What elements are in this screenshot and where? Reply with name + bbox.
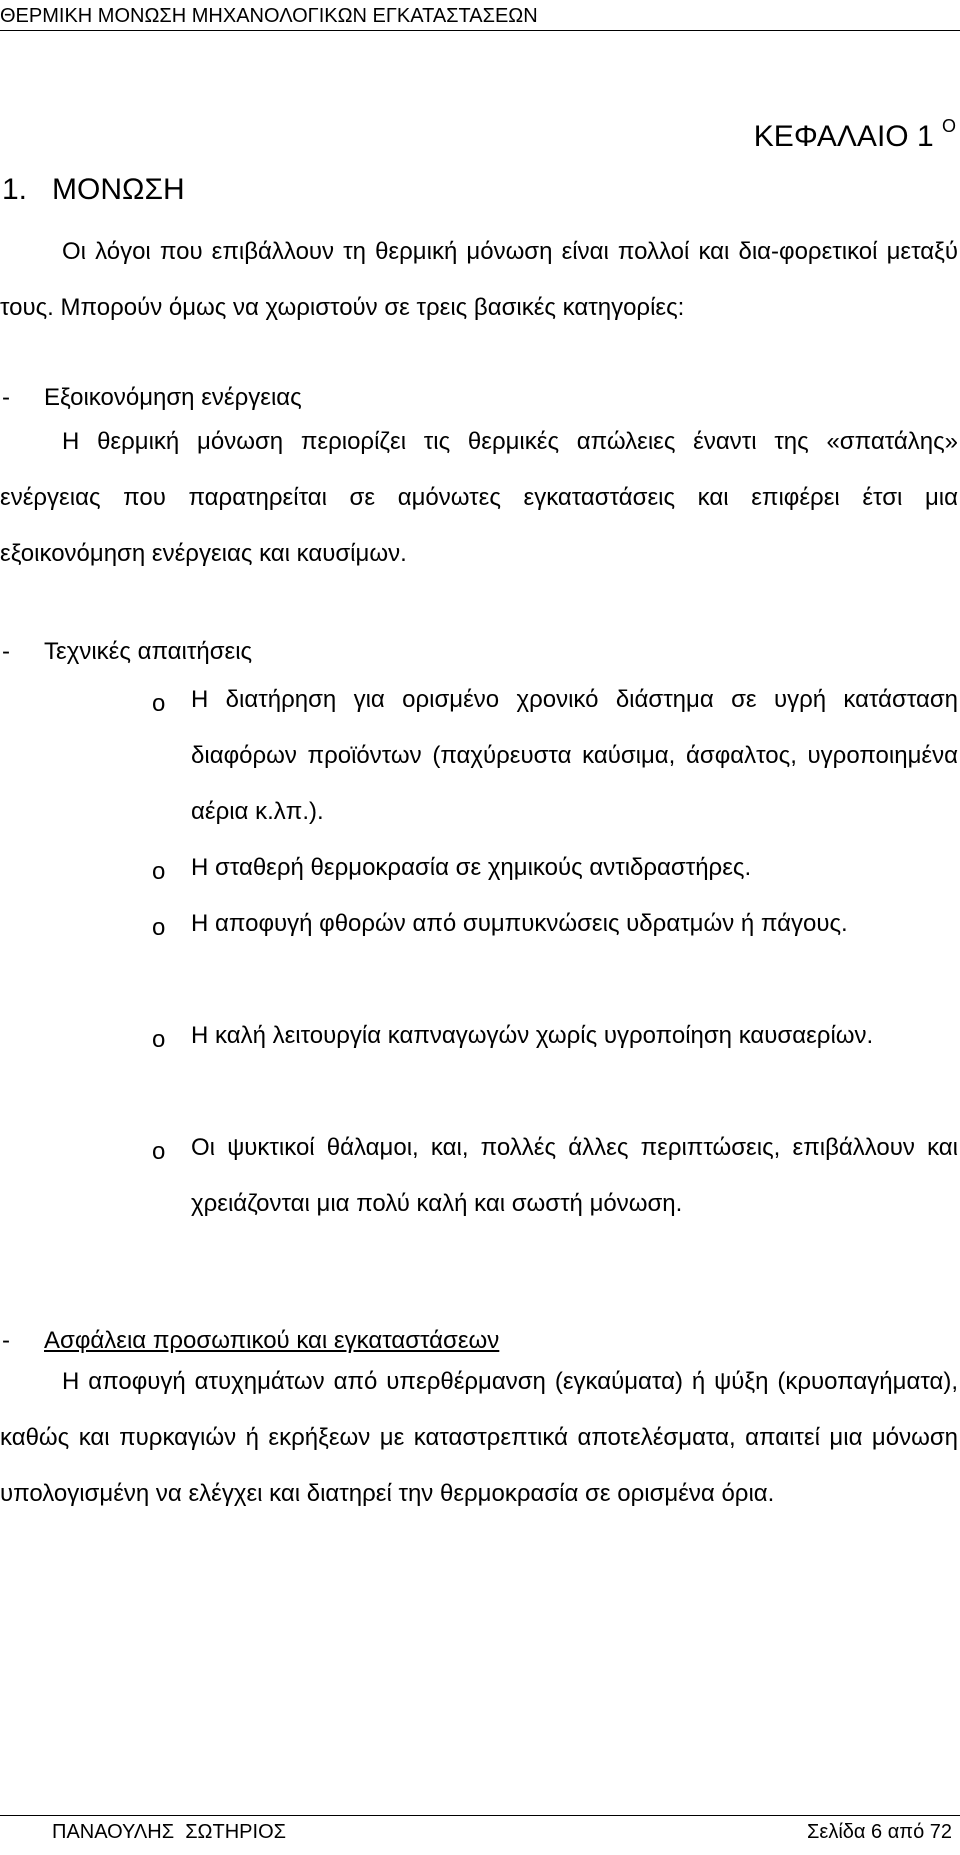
chapter-label: ΚΕΦΑΛΑΙΟ 1 <box>753 120 934 153</box>
chapter-heading <box>754 108 956 155</box>
footer-author: ΠΑΝΑΟΥΛΗΣ ΣΩΤΗΡΙΟΣ <box>52 1821 286 1843</box>
category-title: Εξοικονόμηση ενέργειας <box>44 384 302 411</box>
header-rule <box>0 30 960 31</box>
category-energy-text: Η θερμική μόνωση περιορίζει τις θερμικές απώλειες έναντι της «σπατάλης» ενέργειας που παρατηρείται σε αμόνωτες εγκαταστάσεις και επιφέρει έτσι μια εξοικονόμηση ενέργειας και καυσίμων. <box>0 428 958 567</box>
bullet-marker: o <box>152 1026 166 1053</box>
bullet-marker: o <box>152 914 166 941</box>
bullet-item: Οι ψυκτικοί θάλαμοι, και, πολλές άλλες περιπτώσεις, επιβάλλουν και χρειάζονται μια πολύ καλή και σωστή μόνωση. <box>191 1134 958 1217</box>
dash-marker: - <box>2 384 10 411</box>
chapter-superscript: Ο <box>941 116 956 136</box>
footer-rule <box>0 1815 960 1816</box>
running-header: ΘΕΡΜΙΚΗ ΜΟΝΩΣΗ ΜΗΧΑΝΟΛΟΓΙΚΩΝ ΕΓΚΑΤΑΣΤΑΣΕΩΝ <box>0 5 538 27</box>
category-technical <box>2 636 252 668</box>
footer-page-number: Σελίδα 6 από 72 <box>807 1821 952 1843</box>
bullet-marker: o <box>152 1138 166 1165</box>
bullet-item: Η αποφυγή φθορών από συμπυκνώσεις υδρατμών ή πάγους. <box>191 910 848 937</box>
category-title: Τεχνικές απαιτήσεις <box>44 638 253 665</box>
category-energy <box>2 382 302 414</box>
bullet-item: Η σταθερή θερμοκρασία σε χημικούς αντιδραστήρες. <box>191 854 752 881</box>
category-safety-text: Η αποφυγή ατυχημάτων από υπερθέρμανση (εγκαύματα) ή ψύξη (κρυοπαγήματα), καθώς και πυρκαγιών ή εκρήξεων με καταστρεπτικά αποτελέσματα, απαιτεί μια μόνωση υπολογισμένη να ελέγχει και διατηρεί την θερμοκρασία σε ορισμένα όρια. <box>0 1368 958 1507</box>
dash-marker: - <box>2 1327 10 1354</box>
category-title: Ασφάλεια προσωπικού και εγκαταστάσεων <box>44 1327 500 1354</box>
intro-paragraph: Οι λόγοι που επιβάλλουν τη θερμική μόνωση είναι πολλοί και δια-φορετικοί μεταξύ τους. Μπορούν όμως να χωριστούν σε τρεις βασικές κατηγορίες: <box>0 238 958 321</box>
bullet-marker: o <box>152 858 166 885</box>
bullet-item: Η καλή λειτουργία καπναγωγών χωρίς υγροποίηση καυσαερίων. <box>191 1022 874 1049</box>
section-title: 1. ΜΟΝΩΣΗ <box>2 173 185 206</box>
category-safety <box>2 1325 499 1357</box>
dash-marker: - <box>2 638 10 665</box>
bullet-item: Η διατήρηση για ορισμένο χρονικό διάστημα σε υγρή κατάσταση διαφόρων προϊόντων (παχύρευστα καύσιμα, άσφαλτος, υγροποιημένα αέρια κ.λπ.). <box>191 686 958 825</box>
bullet-marker: o <box>152 690 166 717</box>
